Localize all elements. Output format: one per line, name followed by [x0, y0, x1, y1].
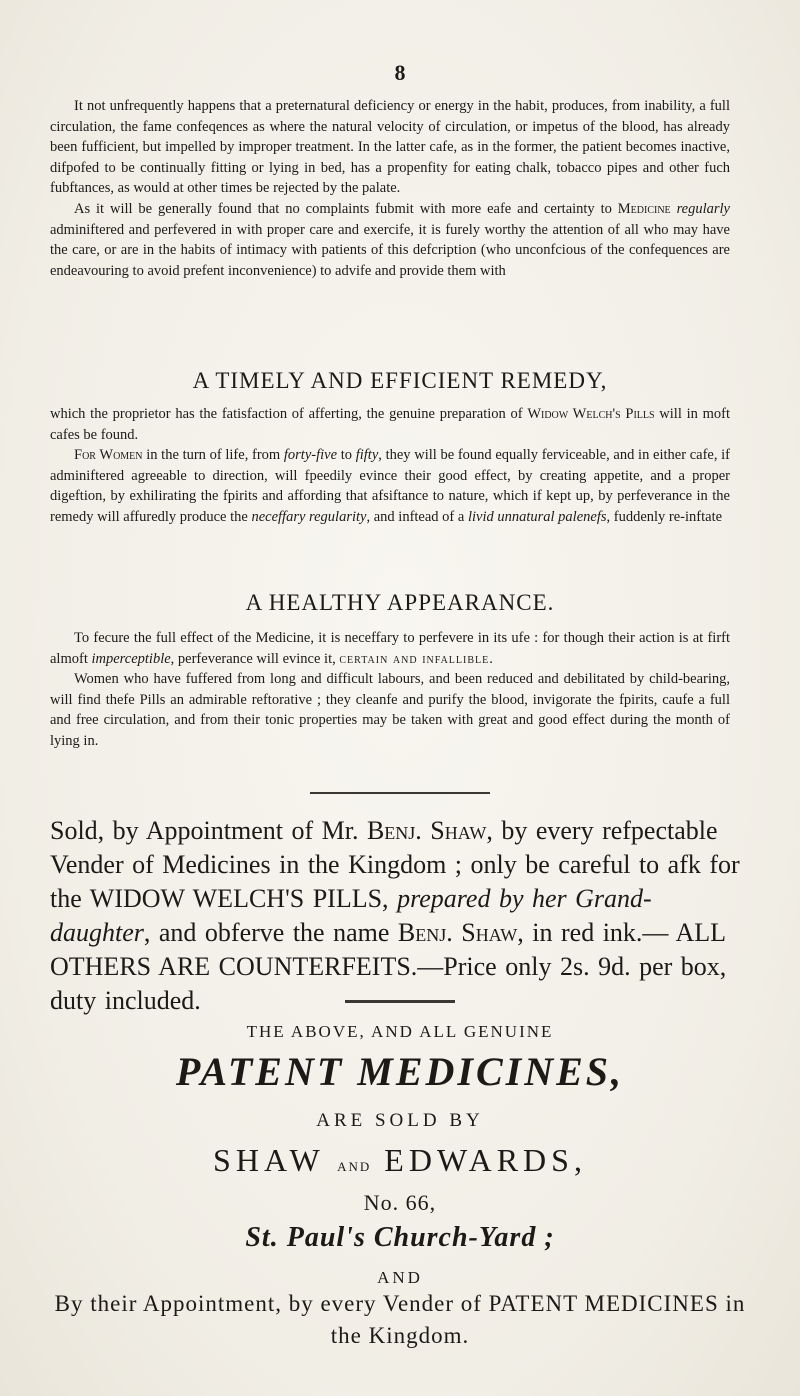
divider-rule — [310, 792, 490, 794]
intro-paragraph-2: As it will be generally found that no complaints fubmit with more eafe and certainty to Medicine regularly adminiftered and perfevered in with proper care and exercife, it is furely worthy the attention of all who may have the care, or are in the habits of intimacy with patients of this defcription (who unconfcious of the confequences are endeavouring to avoid prefent inconvenience) to advife and provide them with — [50, 200, 730, 279]
divider-rule-2 — [345, 1000, 455, 1003]
intro-section — [50, 96, 730, 281]
granddaughter-text: prepared by her Grand-daughter — [50, 884, 652, 947]
page-number: 8 — [394, 60, 406, 85]
medicine-word: Medicine — [617, 200, 671, 217]
women-labours-paragraph: Women who have fuffered from long and difficult labours, and been reduced and debilitated by child-bearing, will find thefe Pills an admirable reftorative ; they cleanfe and purify the blood, invigorate the fpirits, caufe a full and free circulation, and from their tonic properties may be taken with great and good effect during the month of lying in. — [50, 671, 730, 749]
regularly-word: regularly — [676, 200, 730, 217]
address-street: St. Paul's Church-Yard ; — [245, 1222, 555, 1253]
notice-section — [50, 814, 750, 1018]
patent-medicines-title: PATENT MEDICINES, — [175, 1049, 625, 1094]
intro-paragraph: It not unfrequently happens that a preternatural deficiency or energy in the habit, produces, from inability, a full circulation, the fame confeqences as where the natural velocity of circulation, or impetus of the blood, has already been fufficient, but impelled by improper treatment. In the latter cafe, as in the former, the patient becomes inactive, difpofed to be continually fitting or lying in bed, has a propenfity for eating chalk, tobacco pipes and other fuch fubftances, as would at other times be rejected by the palate. — [50, 98, 730, 197]
heading-healthy-appearance: A HEALTHY APPEARANCE. — [245, 590, 555, 615]
widow-welch-pills: Widow Welch's Pills — [527, 406, 655, 422]
sellers-line: SHAW and EDWARDS, — [213, 1142, 587, 1178]
secure-paragraph: To fecure the full effect of the Medicine, it is neceffary to perfevere in its ufe : for though their action is at firft almoft imperceptible, perfeverance will evince it, certain and infallible. — [50, 630, 730, 667]
benj-shaw-name-2: Benj. Shaw — [397, 918, 518, 947]
sold-notice: Sold, by Appointment of Mr. Benj. Shaw, by every refpectable Vender of Medicines in the Kingdom ; only be careful to afk for the WIDOW WELCH'S PILLS, prepared by her Grand-daughter, and obferve the name Benj. Shaw, in red ink.— ALL OTHERS ARE COUNTERFEITS.—Price only 2s. 9d. per box, duty included. — [50, 816, 740, 1015]
section-remedy — [50, 404, 730, 528]
remedy-paragraph: which the proprietor has the fatisfaction of afferting, the genuine preparation of Widow Welch's Pills will in moft cafes be found. — [50, 406, 730, 443]
section-healthy — [50, 628, 730, 752]
and-line: AND — [377, 1268, 423, 1287]
women-paragraph: For Women in the turn of life, from forty-five to fifty, they will be found equally ferviceable, and in either cafe, if adminiftered agreeable to direction, will fpeedily evince their good effect, by creating appetite, and a proper digeftion, by exhilirating the fpirits and affording that afsiftance to nature, which if kept up, by perfeverance in the remedy will affuredly produce the neceffary regularity, and inftead of a livid unnatural palenefs, fuddenly re-inftate — [50, 447, 731, 525]
address-number: No. 66, — [363, 1190, 437, 1215]
benj-shaw-name: Benj. Shaw — [366, 816, 487, 845]
appointment-line: By their Appointment, by every Vender of PATENT MEDICINES in the Kingdom. — [54, 1291, 746, 1348]
heading-timely-remedy: A TIMELY AND EFFICIENT REMEDY, — [192, 368, 608, 393]
sold-by-line: ARE SOLD BY — [316, 1110, 484, 1131]
footer-line1: THE ABOVE, AND ALL GENUINE — [246, 1022, 554, 1041]
